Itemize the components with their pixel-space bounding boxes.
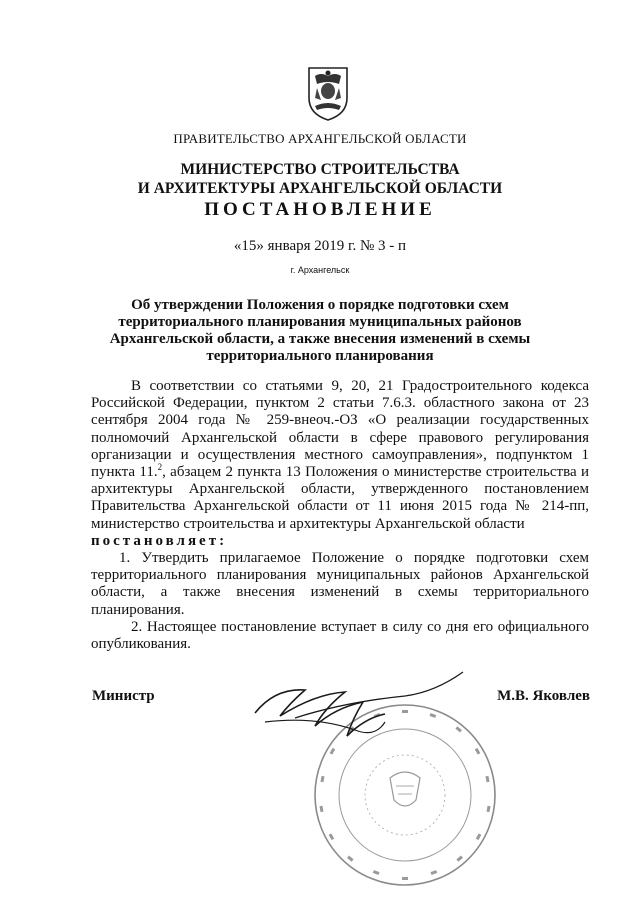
signatory-position: Министр [92, 688, 155, 704]
intro-superscript: 2 [157, 462, 163, 473]
title-line-3: Архангельской области, а также внесения изменений в схемы [109, 331, 531, 347]
coat-of-arms-icon [305, 64, 351, 122]
item-2-paragraph: 2. Настоящее постановление вступает в силу со дня его официального опубликования. [91, 618, 589, 653]
item-1-paragraph: 1. Утвердить прилагаемое Положение о порядке подготовки схем территориального планирования муниципальных районов Архангельской области, а также внесения изменений в схемы территориального планирования. [91, 550, 589, 618]
government-name: ПРАВИТЕЛЬСТВО АРХАНГЕЛЬСКОЙ ОБЛАСТИ [173, 131, 467, 146]
handwritten-signature [235, 658, 475, 768]
intro-text-part-2: , абзацем 2 пункта 13 Положения о министерстве строительства и архитектуры Архангельской области, утвержденного постановлением Правительства Архангельской области от 11 июня 2015 года № 214-пп, министерство строительства и архитектуры Архангельской области [91, 464, 590, 532]
signatory-name: М.В. Яковлев [497, 688, 590, 704]
resolves-line [91, 533, 589, 550]
title-line-1: Об утверждении Положения о порядке подготовки схем [131, 297, 509, 313]
document-date-number: «15» января 2019 г. № 3 - п [233, 238, 407, 254]
document-city: г. Архангельск [290, 265, 350, 275]
title-line-4: территориального планирования [206, 348, 434, 364]
document-title [90, 297, 550, 365]
resolves-word: постановляет: [91, 532, 228, 549]
ministry-line-2: И АРХИТЕКТУРЫ АРХАНГЕЛЬСКОЙ ОБЛАСТИ [137, 180, 503, 197]
document-body [91, 378, 589, 653]
title-line-2: территориального планирования муниципальных районов [118, 314, 522, 330]
ministry-line-1: МИНИСТЕРСТВО СТРОИТЕЛЬСТВА [180, 161, 460, 178]
intro-paragraph [91, 378, 589, 533]
ministry-name [0, 160, 640, 198]
document-type: ПОСТАНОВЛЕНИЕ [204, 199, 436, 220]
intro-text-part-1: В соответствии со статьями 9, 20, 21 Градостроительного кодекса Российской Федерации, пунктом 2 статьи 7.6.3. областного закона от 23 сентября 2004 года № 259-внеоч.-ОЗ «О реализации государственных полномочий Архангельской области в сфере правового регулирования организации и осуществления местного самоуправления», подпунктом 1 пункта 11. [91, 378, 589, 481]
